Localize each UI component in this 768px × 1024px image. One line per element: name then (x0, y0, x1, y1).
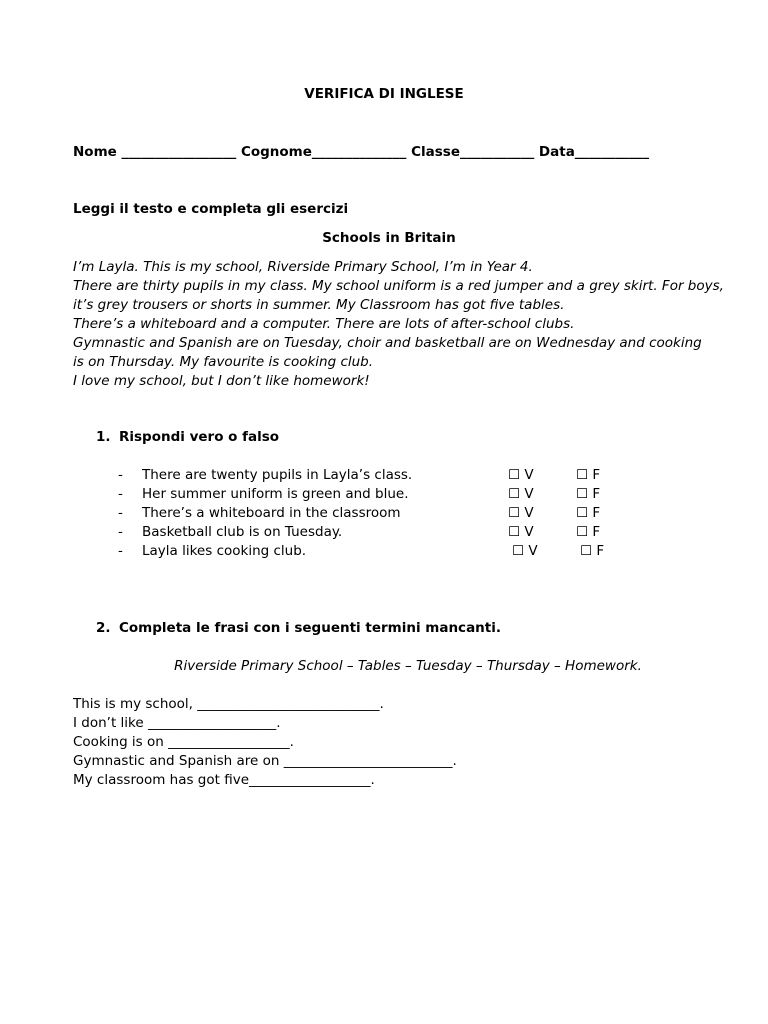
reading-line: There are thirty pupils in my class. My school uniform is a red jumper and a grey skirt. For boys, (73, 278, 724, 294)
statement-text: Basketball club is on Tuesday. (142, 524, 343, 540)
false-checkbox[interactable]: ☐ F (576, 505, 601, 521)
exercise2-title: Completa le frasi con i seguenti termini mancanti. (119, 620, 501, 636)
page-title: VERIFICA DI INGLESE (304, 86, 464, 102)
fill-in-sentence[interactable]: Gymnastic and Spanish are on _________________________. (73, 753, 457, 769)
statement-text: There’s a whiteboard in the classroom (142, 505, 401, 521)
statement-text: Layla likes cooking club. (142, 543, 307, 559)
fill-in-sentence[interactable]: My classroom has got five__________________. (73, 772, 375, 788)
exercise1-number: 1. (96, 429, 111, 445)
reading-line: There’s a whiteboard and a computer. There are lots of after-school clubs. (73, 316, 575, 332)
fill-in-sentence[interactable]: This is my school, ___________________________. (73, 696, 384, 712)
statement-text: There are twenty pupils in Layla’s class. (142, 467, 413, 483)
instruction-text: Leggi il testo e completa gli esercizi (73, 201, 349, 217)
exercise1-title: Rispondi vero o falso (119, 429, 280, 445)
statement-text: Her summer uniform is green and blue. (142, 486, 409, 502)
reading-line: Gymnastic and Spanish are on Tuesday, choir and basketball are on Wednesday and cooking (73, 335, 702, 351)
false-checkbox[interactable]: ☐ F (576, 467, 601, 483)
true-false-item (118, 523, 638, 542)
fill-in-sentence[interactable]: Cooking is on __________________. (73, 734, 294, 750)
reading-line: it’s grey trousers or shorts in summer. My Classroom has got five tables. (73, 297, 565, 313)
true-false-item (118, 466, 638, 485)
true-false-item (118, 485, 638, 504)
false-checkbox[interactable]: ☐ F (580, 543, 605, 559)
false-checkbox[interactable]: ☐ F (576, 524, 601, 540)
true-false-item (118, 504, 638, 523)
true-checkbox[interactable]: ☐ V (508, 486, 534, 502)
false-checkbox[interactable]: ☐ F (576, 486, 601, 502)
true-checkbox[interactable]: ☐ V (508, 524, 534, 540)
fill-in-sentence[interactable]: I don’t like ___________________. (73, 715, 281, 731)
reading-line: I love my school, but I don’t like homework! (73, 373, 370, 389)
list-dash: - (118, 467, 123, 483)
exercise2-number: 2. (96, 620, 111, 636)
reading-passage (73, 258, 724, 391)
student-info-fields: Nome _________________ Cognome______________ Classe___________ Data___________ (73, 144, 650, 160)
list-dash: - (118, 486, 123, 502)
list-dash: - (118, 505, 123, 521)
true-checkbox[interactable]: ☐ V (508, 505, 534, 521)
reading-line: I’m Layla. This is my school, Riverside Primary School, I’m in Year 4. (73, 259, 533, 275)
true-checkbox[interactable]: ☐ V (512, 543, 538, 559)
word-bank: Riverside Primary School – Tables – Tuesday – Thursday – Homework. (174, 658, 642, 674)
list-dash: - (118, 524, 123, 540)
reading-title: Schools in Britain (322, 230, 456, 246)
true-checkbox[interactable]: ☐ V (508, 467, 534, 483)
true-false-item (118, 542, 638, 561)
list-dash: - (118, 543, 123, 559)
reading-line: is on Thursday. My favourite is cooking club. (73, 354, 374, 370)
